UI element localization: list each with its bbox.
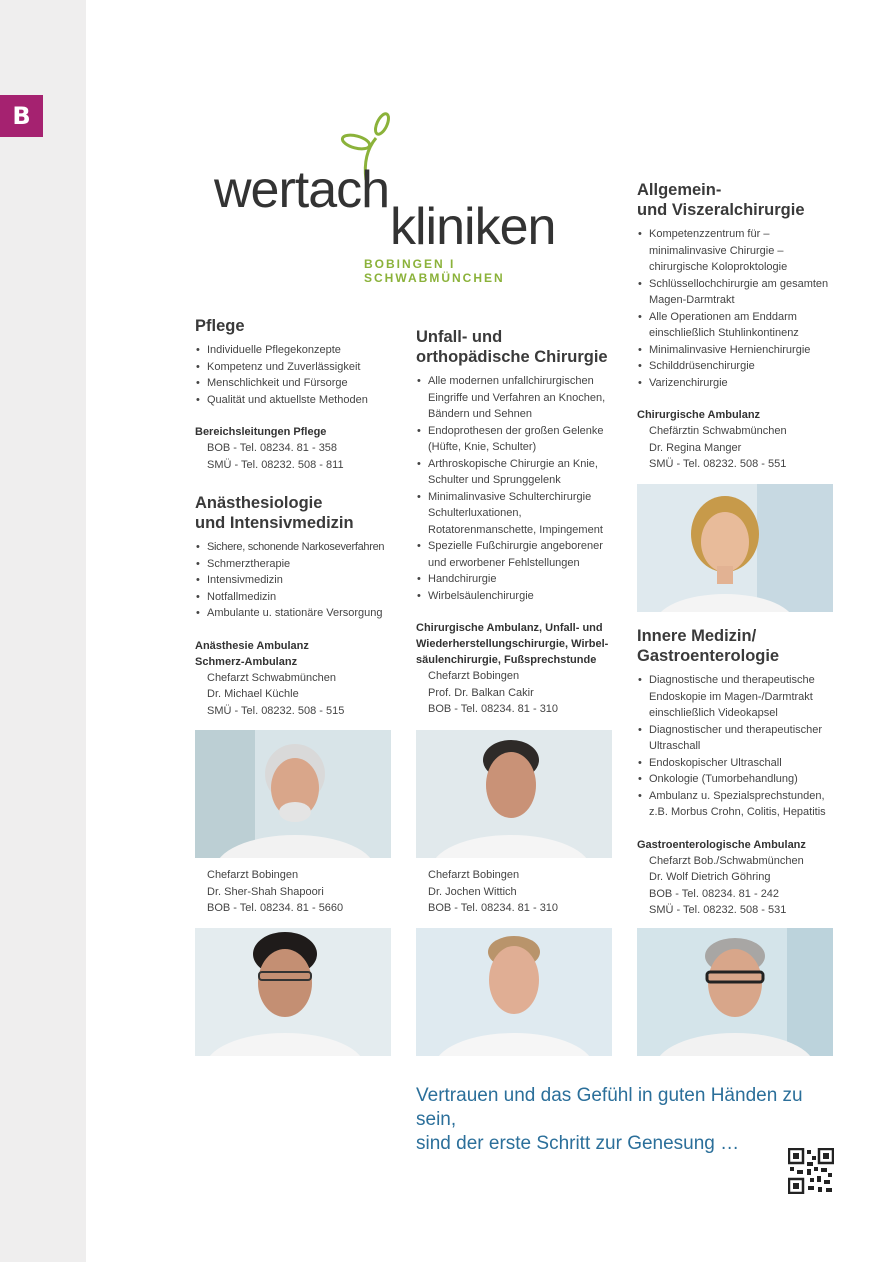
contact-line: BOB - Tel. 08234. 81 - 358 [207,442,338,454]
section-unfall [416,327,614,718]
list-item: • Alle modernen unfallchirurgischen Eingriffe und Verfahren an Knochen, Bändern und Sehnen [416,373,614,423]
section-tab: B [0,95,43,137]
list-item: • Sichere, schonende Narkoseverfahren [195,539,393,556]
list-item: • Diagnostischer und therapeutischer Ultraschall [637,722,835,755]
list-item: • Qualität und aktuellste Methoden [195,392,393,409]
contact-line: Chefarzt Bobingen [428,670,520,682]
page-margin-strip [0,0,86,1262]
list-item: • Spezielle Fußchirurgie angeborener und erworbener Fehlstellungen [416,538,614,571]
contact-line: BOB - Tel. 08234. 81 - 242 [649,887,780,900]
caption-shapoori [195,867,343,917]
list-item: • Minimalinvasive Schulterchirurgie Schulterluxationen, Rotatorenmanschette, Impingement [416,489,614,539]
doctor-photo-manger [637,484,833,612]
caption-line: Dr. Sher-Shah Shapoori [207,885,324,898]
list-item: • Arthroskopische Chirurgie an Knie, Schulter und Sprunggelenk [416,456,614,489]
list-item: • Notfallmedizin [195,589,393,606]
list-item: • Schmerztherapie [195,556,393,573]
section-allgemein [637,180,835,473]
contact-line: Dr. Michael Küchle [207,688,299,700]
anaesthesie-amb-title-1: Anästhesie Ambulanz [195,639,309,652]
unfall-title-2: orthopädische Chirurgie [416,348,608,366]
contact-line: BOB - Tel. 08234. 81 - 310 [428,703,559,715]
contact-line: SMÜ - Tel. 08232. 508 - 811 [207,458,344,471]
list-item: • Diagnostische und therapeutische Endoskopie im Magen-/Darmtrakt einschließlich Videokapsel [637,672,835,722]
pflege-leitung-title: Bereichsleitungen Pflege [195,426,327,438]
caption-line: BOB - Tel. 08234. 81 - 5660 [207,902,344,914]
logo-word-kliniken: kliniken [390,198,556,256]
allgemein-amb-title: Chirurgische Ambulanz [637,409,761,421]
pflege-list [195,342,393,408]
tagline-line-2: sind der erste Schritt zur Genesung … [416,1133,740,1154]
unfall-amb-title-2: Wiederherstellungschirurgie, Wirbel- [416,638,609,650]
contact-line: Chefarzt Bob./Schwabmünchen [649,854,804,867]
section-innere [637,626,835,919]
qr-code-icon[interactable] [788,1148,834,1194]
section-anaesthesie [195,493,393,719]
caption-wittich [416,867,558,917]
list-item: • Kompetenz und Zuverlässigkeit [195,359,393,376]
contact-line: Chefärztin Schwabmünchen [649,425,787,437]
list-item: • Schlüssellochchirurgie am gesamten Magen-Darmtrakt [637,276,835,309]
list-item: • Wirbelsäulenchirurgie [416,588,614,605]
list-item: • Endoprothesen der großen Gelenke (Hüfte, Knie, Schulter) [416,423,614,456]
contact-line: SMÜ - Tel. 08232. 508 - 531 [649,904,787,916]
list-item: • Varizenchirurgie [637,375,835,392]
list-item: • Individuelle Pflegekonzepte [195,342,393,359]
list-item: • Kompetenzzentrum für – minimalinvasive Chirurgie – chirurgische Koloproktologie [637,226,835,276]
caption-line: Dr. Jochen Wittich [428,885,517,898]
doctor-photo-kuechle [195,730,391,858]
doctor-photo-cakir [416,730,612,858]
list-item: • Minimalinvasive Hernienchirurgie [637,342,835,359]
pflege-title: Pflege [195,317,245,335]
list-item: • Alle Operationen am Enddarm einschließlich Stuhlinkontinenz [637,309,835,342]
list-item: • Handchirurgie [416,571,614,588]
caption-line: BOB - Tel. 08234. 81 - 310 [428,902,559,914]
doctor-photo-wittich [416,928,612,1056]
innere-title-1: Innere Medizin/ [637,627,757,645]
caption-line: Chefarzt Bobingen [428,869,520,881]
logo-subtitle: BOBINGEN I SCHWABMÜNCHEN [364,257,505,285]
tagline-line-1: Vertrauen und das Gefühl in guten Händen zu sein, [416,1085,803,1130]
unfall-amb-title-3: säulenchirurgie, Fußsprechstunde [416,654,597,666]
allgemein-list [637,226,835,391]
contact-line: Dr. Wolf Dietrich Göhring [649,871,771,883]
allgemein-title-2: und Viszeralchirurgie [637,201,805,219]
unfall-title-1: Unfall- und [416,328,503,346]
contact-line: SMÜ - Tel. 08232. 508 - 551 [649,458,787,470]
unfall-amb-title-1: Chirurgische Ambulanz, Unfall- und [416,622,603,634]
list-item: • Ambulante u. stationäre Versorgung [195,605,393,622]
list-item: • Onkologie (Tumorbehandlung) [637,771,835,788]
logo-word-wertach: wertach [214,161,390,219]
list-item: • Ambulanz u. Spezialsprechstunden, z.B. Morbus Crohn, Colitis, Hepatitis [637,788,835,821]
list-item: • Menschlichkeit und Fürsorge [195,375,393,392]
contact-line: SMÜ - Tel. 08232. 508 - 515 [207,704,345,717]
anaesthesie-list [195,539,393,622]
innere-list [637,672,835,821]
innere-title-2: Gastroenterologie [637,647,780,665]
contact-line: Chefarzt Schwabmünchen [207,671,337,684]
list-item: • Schilddrüsenchirurgie [637,358,835,375]
wertach-kliniken-logo [214,110,594,285]
contact-line: Prof. Dr. Balkan Cakir [428,686,534,699]
doctor-photo-shapoori [195,928,391,1056]
contact-line: Dr. Regina Manger [649,441,742,454]
innere-amb-title: Gastroenterologische Ambulanz [637,838,806,851]
unfall-list [416,373,614,604]
caption-line: Chefarzt Bobingen [207,869,299,881]
allgemein-title-1: Allgemein- [637,181,722,199]
tagline [416,1084,846,1156]
anaesthesie-title-1: Anästhesiologie [195,494,323,512]
list-item: • Endoskopischer Ultraschall [637,755,835,772]
list-item: • Intensivmedizin [195,572,393,589]
doctor-photo-goehring [637,928,833,1056]
anaesthesie-title-2: und Intensivmedizin [195,514,354,532]
anaesthesie-amb-title-2: Schmerz-Ambulanz [195,655,298,668]
section-pflege [195,316,393,473]
